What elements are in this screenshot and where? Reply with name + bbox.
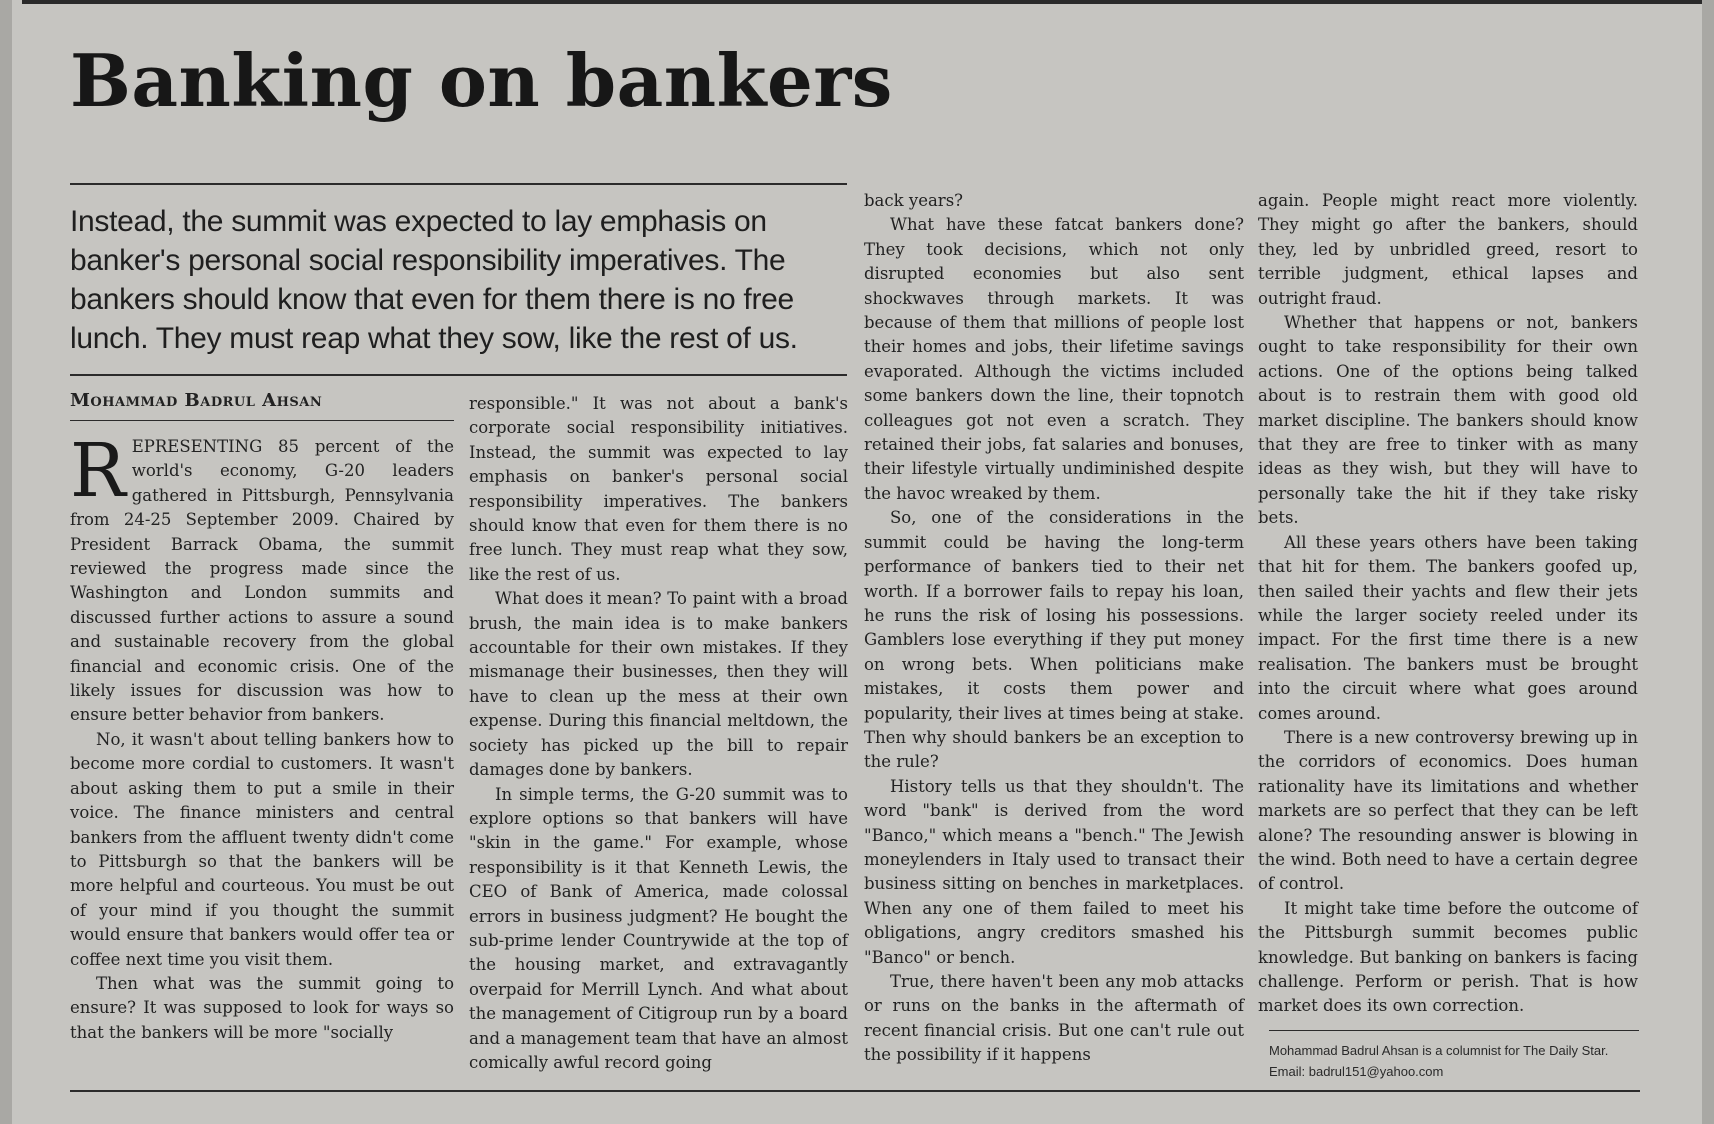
article-paragraph: No, it wasn't about telling bankers how to become more cordial to customers. It wasn't about asking them to put a smile in their voice. The finance ministers and central bankers from the affluent twenty didn't come to Pittsburgh so that the bankers will be more helpful and courteous. You must be out of your mind if you thought the summit would ensure that bankers would offer tea or coffee next time you visit them.: [70, 729, 454, 969]
article-paragraph: back years?: [864, 191, 964, 210]
headline: Banking on bankers: [70, 38, 893, 123]
article-paragraph: REPRESENTING 85 percent of the world's economy, G-20 leaders gathered in Pittsburgh, Pennsylvania from 24-25 September 2009. Chaired by President Barrack Obama, the summit reviewed the progress made since the Washington and London summits and discussed further actions to assure a sound and sustainable recovery from the global financial and economic crisis. One of the likely issues for discussion was how to ensure better behavior from bankers.: [70, 428, 454, 725]
article-paragraph: In simple terms, the G-20 summit was to explore options so that bankers will have "skin in the game." For example, whose responsibility is it that Kenneth Lewis, the CEO of Bank of America, made colossal errors in business judgment? He bought the sub-prime lender Countrywide at the top of the housing market, and extravagantly overpaid for Merrill Lynch. And what about the management of Citigroup run by a board and a management team that have an almost comically awful record going: [469, 784, 848, 1072]
author-bio: Mohammad Badrul Ahsan is a columnist for The Daily Star.: [1269, 1043, 1609, 1058]
byline: Mohammad Badrul Ahsan: [70, 390, 323, 411]
article-paragraph: What have these fatcat bankers done? They took decisions, which not only disrupted economies but also sent shockwaves through markets. It was because of them that millions of people lost their homes and jobs, their lifetime savings evaporated. Although the victims included some bankers down the line, their topnotch colleagues got not even a scratch. They retained their jobs, fat salaries and bonuses, their lifestyle virtually undiminished despite the havoc wreaked by them.: [864, 215, 1244, 503]
byline-rule: [70, 420, 454, 421]
drop-cap: R: [70, 428, 126, 514]
bottom-rule: [70, 1090, 1640, 1092]
newspaper-clipping: [12, 0, 1702, 1124]
article-paragraph: There is a new controversy brewing up in the corridors of economics. Does human rationality have its limitations and whether markets are so perfect that they can be left alone? The resounding answer is blowing in the wind. Both need to have a certain degree of control.: [1258, 727, 1638, 894]
article-paragraph: It might take time before the outcome of the Pittsburgh summit becomes public knowledge. But banking on bankers is facing challenge. Perform or perish. That is how market does its own correction.: [1258, 898, 1638, 1016]
article-paragraph: Then what was the summit going to ensure? It was supposed to look for ways so that the bankers will be more "socially: [70, 973, 454, 1042]
pull-quote-bottom-rule: [70, 374, 847, 376]
author-note-rule: [1269, 1030, 1639, 1031]
pull-quote: Instead, the summit was expected to lay emphasis on banker's personal social responsibility imperatives. The bankers should know that even for them there is no free lunch. They must reap what they sow, like the rest of us.: [70, 205, 798, 355]
article-paragraph: responsible." It was not about a bank's corporate social responsibility initiatives. Instead, the summit was expected to lay emphasis on banker's personal social responsibility imperatives. The bankers should know that even for them there is no free lunch. They must reap what they sow, like the rest of us.: [469, 394, 848, 584]
article-paragraph: All these years others have been taking that hit for them. The bankers goofed up, then sailed their yachts and flew their jets while the larger society reeled under its impact. For the first time there is a new realisation. The bankers must be brought into the circuit where what goes around comes around.: [1258, 532, 1638, 723]
article-column-3: [864, 189, 1244, 1068]
article-column-1: [70, 428, 454, 1045]
author-note: [1269, 1040, 1649, 1082]
article-paragraph: Whether that happens or not, bankers ought to take responsibility for their own actions. One of the options being talked about is to restrain them with good old market discipline. The bankers should know that they are free to tinker with as many ideas as they wish, but they will have to personally take the hit if they take risky bets.: [1258, 313, 1638, 528]
article-paragraph: again. People might react more violently. They might go after the bankers, should they, led by unbridled greed, resort to terrible judgment, ethical lapses and outright fraud.: [1258, 191, 1638, 308]
article-paragraph: What does it mean? To paint with a broad brush, the main idea is to make bankers accountable for their own mistakes. If they mismanage their businesses, then they will have to clean up the mess at their own expense. During this financial meltdown, the society has picked up the bill to repair damages done by bankers.: [469, 589, 848, 780]
article-paragraph: So, one of the considerations in the summit could be having the long-term performance of bankers tied to their net worth. If a borrower fails to repay his loan, he runs the risk of losing his possessions. Gamblers lose everything if they put money on wrong bets. When politicians make mistakes, it costs them power and popularity, their lives at times being at stake. Then why should bankers be an exception to the rule?: [864, 508, 1244, 772]
article-paragraph: History tells us that they shouldn't. The word "bank" is derived from the word "Banco," which means a "bench." The Jewish moneylenders in Italy used to transact their business sitting on benches in marketplaces. When any one of them failed to meet his obligations, angry creditors smashed his "Banco" or bench.: [864, 776, 1244, 967]
author-email: Email: badrul151@yahoo.com: [1269, 1064, 1444, 1079]
top-border: [22, 0, 1702, 4]
article-column-2: [469, 392, 848, 1075]
article-column-4: [1258, 189, 1638, 1019]
article-paragraph: True, there haven't been any mob attacks or runs on the banks in the aftermath of recent financial crisis. But one can't rule out the possibility if it happens: [864, 972, 1244, 1065]
pull-quote-top-rule: [70, 183, 847, 185]
